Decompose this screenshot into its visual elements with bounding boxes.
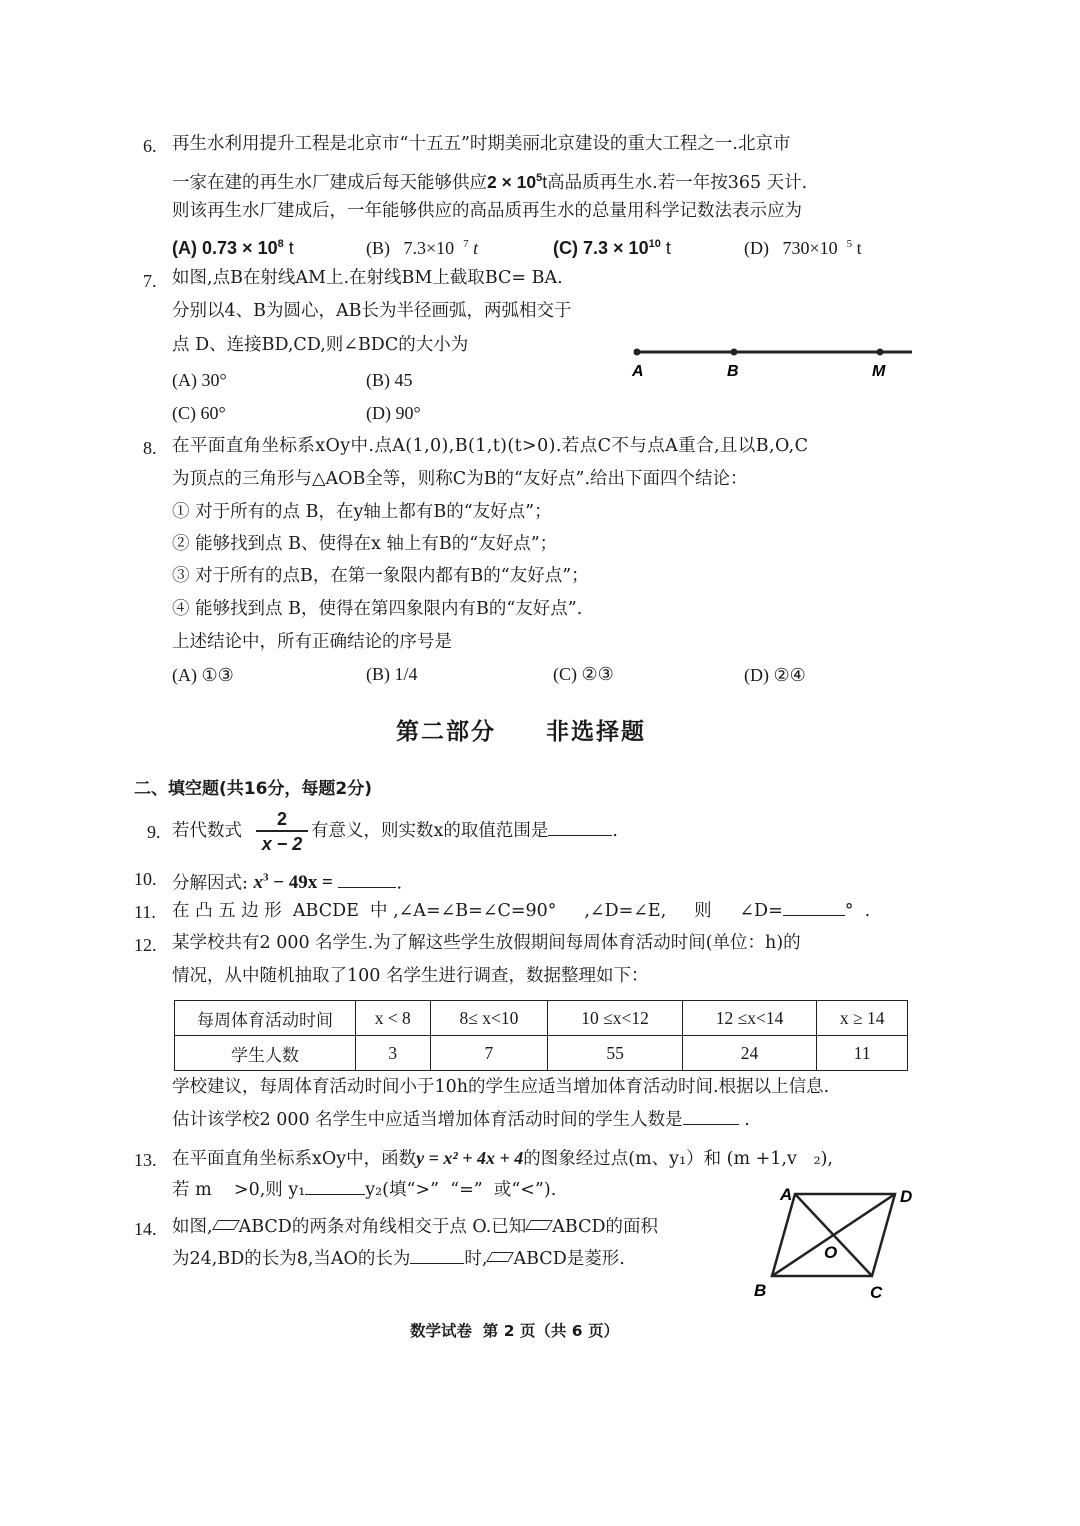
q14-answer-blank[interactable] [410,1263,464,1264]
label-m: M [872,363,886,380]
point-a [634,349,641,356]
table-header-cell: 10 ≤x<12 [548,1001,682,1036]
q7-option-a: (A) 30° [172,370,227,390]
q6-quantity [487,172,547,192]
q6-line2 [172,165,807,196]
parallelogram-icon [212,1220,240,1230]
q11-number: 11. [134,902,156,922]
q6-option-b-exp: 7 [463,238,469,250]
parallelogram-figure [748,1180,928,1302]
q6-line2-text-a: 一家在建的再生水厂建成后每天能够供应 [172,172,487,193]
q6-quantity-base: 2 × 10 [487,171,537,192]
q11-end: ° . [844,901,871,921]
q9-answer-blank[interactable] [548,835,612,836]
q10-end: . [396,873,403,894]
q6-option-d-exp: 5 [846,238,853,250]
parallelogram-icon [487,1252,515,1262]
q14-line2 [172,1246,625,1272]
q12-line2: 情况，从中随机抽取了100 名学生进行调查，数据整理如下： [172,966,649,986]
q13-line1-text-a: 在平面直角坐标系xOy中，函数 [172,1149,417,1169]
q13-line2-text-b: y₂(填“>” “=” 或“<”). [365,1180,557,1200]
q13-line2-text-a: 若 m >0,则 y₁ [172,1180,306,1200]
q12-line3: 学校建议，每周体育活动时间小于10h的学生应适当增加体育活动时间.根据以上信息. [172,1077,830,1097]
label-b: B [727,363,739,380]
q13-answer-blank[interactable] [305,1194,365,1195]
q6-option-c [553,231,671,261]
ray-am-figure [628,338,918,384]
table-cell: 3 [356,1036,431,1071]
q12-line1: 某学校共有2 000 名学生.为了解这些学生放假期间每周体育活动时间(单位：h)的 [172,933,801,953]
q6-option-a-base: 0.73 × 10 [202,238,278,258]
q6-option-c-base: 7.3 × 10 [583,238,649,258]
q12-line4-text: 估计该学校2 000 名学生中应适当增加体育活动时间的学生人数是 [172,1110,683,1130]
q8-line1: 在平面直角坐标系xOy中.点A(1,0),B(1,t)(t>0).若点C不与点A重合,且以B,O,C [172,436,809,456]
q12-answer-blank[interactable] [683,1124,739,1125]
q6-number: 6. [143,136,157,156]
q6-option-b-label: (B) [366,238,390,258]
label-a: A [632,363,644,380]
table-cell: 55 [548,1036,682,1071]
q6-option-a-unit: t [288,238,294,258]
q12-number: 12. [134,935,157,955]
q9-fraction [256,808,308,856]
table-cell: 11 [817,1036,908,1071]
q7-option-d: (D) 90° [366,403,421,423]
q6-option-c-label: (C) [553,238,578,258]
page-footer: 数学试卷 第 2 页（共 6 页） [410,1322,619,1340]
q6-line1: 再生水利用提升工程是北京市“十五五”时期美丽北京建设的重大工程之一.北京市 [172,134,791,154]
q13-line2 [172,1177,556,1203]
q6-quantity-exp: 5 [536,172,543,184]
q10-number: 10. [134,869,157,889]
q10-text: 分解因式: [172,873,248,894]
q10-expr-x: x [253,872,263,894]
q13-function: y = x² + 4x + 4 [416,1148,524,1168]
q6-option-d-base: 730×10 [782,238,838,258]
table-cell: 7 [430,1036,548,1071]
q6-quantity-unit: t [542,171,548,192]
q14-line1-text-b: ABCD的两条对角线相交于点 O.已知 [238,1217,527,1237]
q10-expression [253,872,332,893]
q11-text: 在 凸 五 边 形 ABCDE 中 ,∠A=∠B=∠C=90° ,∠D=∠E, 则 ∠D= [172,901,783,921]
q6-option-d-unit: t [856,238,862,258]
q6-option-b-base: 7.3×10 [403,238,455,258]
q6-option-d [744,231,862,261]
vertex-d-label: D [900,1187,913,1206]
q6-line2-text-b: 高品质再生水.若一年按365 天计. [547,172,808,193]
q14-number: 14. [134,1219,157,1239]
q9-fraction-numerator: 2 [276,809,287,829]
q8-option-a: (A) ①③ [172,665,234,685]
q6-option-a-exp: 8 [277,238,284,250]
q6-option-b-unit: t [473,238,479,258]
q6-option-b [366,231,478,261]
q12-end: . [744,1110,750,1130]
q14-line1-text-a: 如图, [172,1217,213,1237]
q11-line [172,898,870,924]
q8-conclusion-4: ④ 能够找到点 B，使得在第四象限内有B的“友好点”. [172,599,583,619]
q9-text-a: 若代数式 [172,821,242,841]
table-cell: 学生人数 [175,1036,356,1071]
part-two-heading: 第二部分 非选择题 [396,719,647,745]
parallelogram-icon [525,1220,553,1230]
q9-number: 9. [147,822,161,842]
vertex-b-label: B [754,1281,767,1300]
q8-option-c: (C) ②③ [553,664,614,684]
q8-line7: 上述结论中，所有正确结论的序号是 [172,632,452,652]
q6-line3: 则该再生水厂建成后，一年能够供应的高品质再生水的总量用科学记数法表示应为 [172,201,802,221]
q8-conclusion-3: ③ 对于所有的点B，在第一象限内都有B的“友好点”； [172,566,589,586]
q9-fraction-denominator: x − 2 [261,834,303,854]
section-fill-in-title: 二、填空题(共16分，每题2分) [134,779,373,799]
point-b [731,349,738,356]
q10-answer-blank[interactable] [338,887,396,888]
table-cell: 24 [682,1036,816,1071]
table-row [175,1036,908,1071]
q12-line4 [172,1107,750,1133]
q7-line1: 如图,点B在射线AM上.在射线BM上截取BC= BA. [172,268,563,288]
activity-time-table [174,1000,908,1071]
q7-option-c: (C) 60° [172,403,226,423]
table-header-cell: 每周体育活动时间 [175,1001,356,1036]
q14-line2-text-c: ABCD是菱形. [513,1249,625,1269]
vertex-a-label: A [780,1185,793,1204]
table-header-cell: x ≥ 14 [817,1001,908,1036]
q13-line1 [172,1145,833,1172]
q8-line2: 为顶点的三角形与△AOB全等，则称C为B的“友好点”.给出下面四个结论： [172,469,748,489]
q14-line1 [172,1214,658,1240]
q7-number: 7. [143,271,157,291]
point-m [877,349,884,356]
q14-line1-text-c: ABCD的面积 [552,1217,659,1237]
q8-option-d: (D) ②④ [744,665,806,685]
q7-line3: 点 D、连接BD,CD,则∠BDC的大小为 [172,335,469,355]
q14-line2-text-b: 时, [464,1249,488,1269]
q10-expr-rest: − 49x = [268,872,333,894]
q14-line2-text-a: 为24,BD的长为8,当AO的长为 [172,1249,411,1269]
q13-number: 13. [134,1150,157,1170]
table-header-cell: 12 ≤x<14 [682,1001,816,1036]
q10-line [172,865,402,896]
q8-option-b: (B) 1/4 [366,664,418,684]
table-header-cell: x < 8 [356,1001,431,1036]
q10-expr-exp: 3 [262,872,269,884]
vertex-c-label: C [870,1283,883,1302]
q9-text-b-label: 有意义，则实数x的取值范围是 [311,821,549,841]
q6-option-a [172,231,294,261]
q6-option-c-unit: t [665,238,671,258]
table-header-cell: 8≤ x<10 [430,1001,548,1036]
q9-text-b [311,818,618,844]
q6-option-c-exp: 10 [648,238,661,250]
center-o-label: O [824,1243,838,1262]
q6-option-a-label: (A) [172,238,197,258]
q11-answer-blank[interactable] [783,915,845,916]
q8-number: 8. [143,438,157,458]
q13-line1-text-b: 的图象经过点(m、y₁）和 (m +1,v ₂), [523,1149,833,1169]
q7-option-b: (B) 45 [366,370,413,390]
q8-conclusion-1: ① 对于所有的点 B，在y轴上都有B的“友好点”； [172,502,552,522]
q8-conclusion-2: ② 能够找到点 B、使得在x 轴上有B的“友好点”； [172,534,558,554]
q6-option-d-label: (D) [744,238,769,258]
q9-end: . [612,821,618,841]
q7-line2: 分别以4、B为圆心，AB长为半径画弧，两弧相交于 [172,301,572,321]
table-header-row [175,1001,908,1036]
